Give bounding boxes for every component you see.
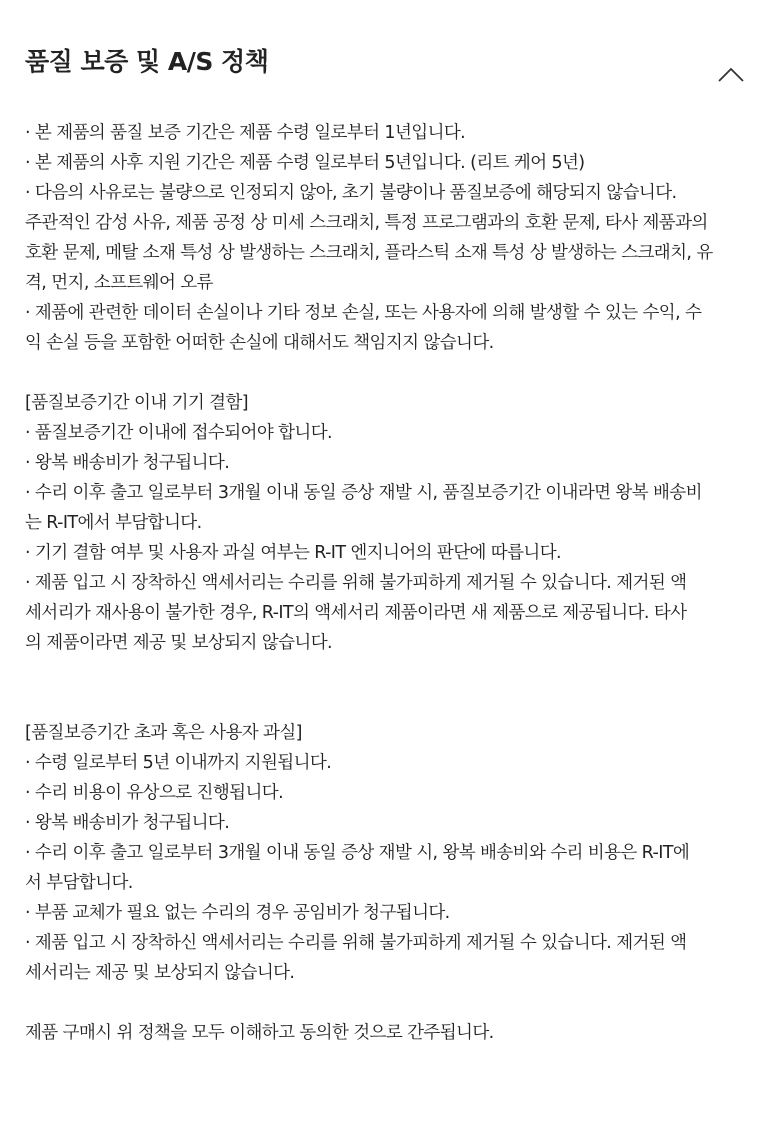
spacer [25, 658, 758, 718]
policy-line: 세서리가 재사용이 불가한 경우, R-IT의 액세서리 제품이라면 새 제품으로 제공됩니다. 타사 [25, 603, 687, 623]
policy-line: · 부품 교체가 필요 없는 수리의 경우 공임비가 청구됩니다. [25, 903, 450, 923]
spacer [25, 988, 758, 1018]
within-warranty-section [25, 388, 758, 658]
policy-line: 격, 먼지, 소프트웨어 오류 [25, 273, 213, 293]
policy-line: 의 제품이라면 제공 및 보상되지 않습니다. [25, 633, 332, 653]
page-title: 품질 보증 및 A/S 정책 [25, 47, 269, 76]
section-heading: [품질보증기간 초과 혹은 사용자 과실] [25, 723, 302, 743]
policy-line: · 기기 결함 여부 및 사용자 과실 여부는 R-IT 엔지니어의 판단에 따릅니다. [25, 543, 561, 563]
intro-section [25, 118, 758, 358]
spacer [25, 358, 758, 388]
policy-line: · 본 제품의 사후 지원 기간은 제품 수령 일로부터 5년입니다. (리트 케어 5년) [25, 153, 585, 173]
policy-line: 서 부담합니다. [25, 873, 133, 893]
policy-content [25, 118, 758, 1048]
policy-line: · 제품 입고 시 장착하신 액세서리는 수리를 위해 불가피하게 제거될 수 있습니다. 제거된 액 [25, 573, 687, 593]
policy-line: · 다음의 사유로는 불량으로 인정되지 않아, 초기 불량이나 품질보증에 해당되지 않습니다. [25, 183, 677, 203]
policy-line: 호환 문제, 메탈 소재 특성 상 발생하는 스크래치, 플라스틱 소재 특성 상 발생하는 스크래치, 유 [25, 243, 713, 263]
policy-line: · 수리 이후 출고 일로부터 3개월 이내 동일 증상 재발 시, 품질보증기간 이내라면 왕복 배송비 [25, 483, 702, 503]
policy-line: · 수리 비용이 유상으로 진행됩니다. [25, 783, 284, 803]
accordion-header[interactable] [25, 0, 758, 118]
policy-line: 세서리는 제공 및 보상되지 않습니다. [25, 963, 295, 983]
chevron-up-icon[interactable] [718, 66, 744, 82]
policy-line: · 왕복 배송비가 청구됩니다. [25, 813, 230, 833]
over-warranty-section [25, 718, 758, 988]
policy-line: · 왕복 배송비가 청구됩니다. [25, 453, 230, 473]
policy-line: 주관적인 감성 사유, 제품 공정 상 미세 스크래치, 특정 프로그램과의 호환 문제, 타사 제품과의 [25, 213, 708, 233]
policy-line: · 품질보증기간 이내에 접수되어야 합니다. [25, 423, 332, 443]
policy-line: · 제품 입고 시 장착하신 액세서리는 수리를 위해 불가피하게 제거될 수 있습니다. 제거된 액 [25, 933, 687, 953]
policy-line: · 본 제품의 품질 보증 기간은 제품 수령 일로부터 1년입니다. [25, 123, 466, 143]
policy-line: · 수리 이후 출고 일로부터 3개월 이내 동일 증상 재발 시, 왕복 배송비와 수리 비용은 R-IT에 [25, 843, 690, 863]
policy-line: · 수령 일로부터 5년 이내까지 지원됩니다. [25, 753, 332, 773]
section-heading: [품질보증기간 이내 기기 결함] [25, 393, 249, 413]
policy-line: 익 손실 등을 포함한 어떠한 손실에 대해서도 책임지지 않습니다. [25, 333, 494, 353]
policy-line: 는 R-IT에서 부담합니다. [25, 513, 202, 533]
policy-line: · 제품에 관련한 데이터 손실이나 기타 정보 손실, 또는 사용자에 의해 발생할 수 있는 수익, 수 [25, 303, 702, 323]
agreement-notice: 제품 구매시 위 정책을 모두 이해하고 동의한 것으로 간주됩니다. [25, 1023, 494, 1043]
